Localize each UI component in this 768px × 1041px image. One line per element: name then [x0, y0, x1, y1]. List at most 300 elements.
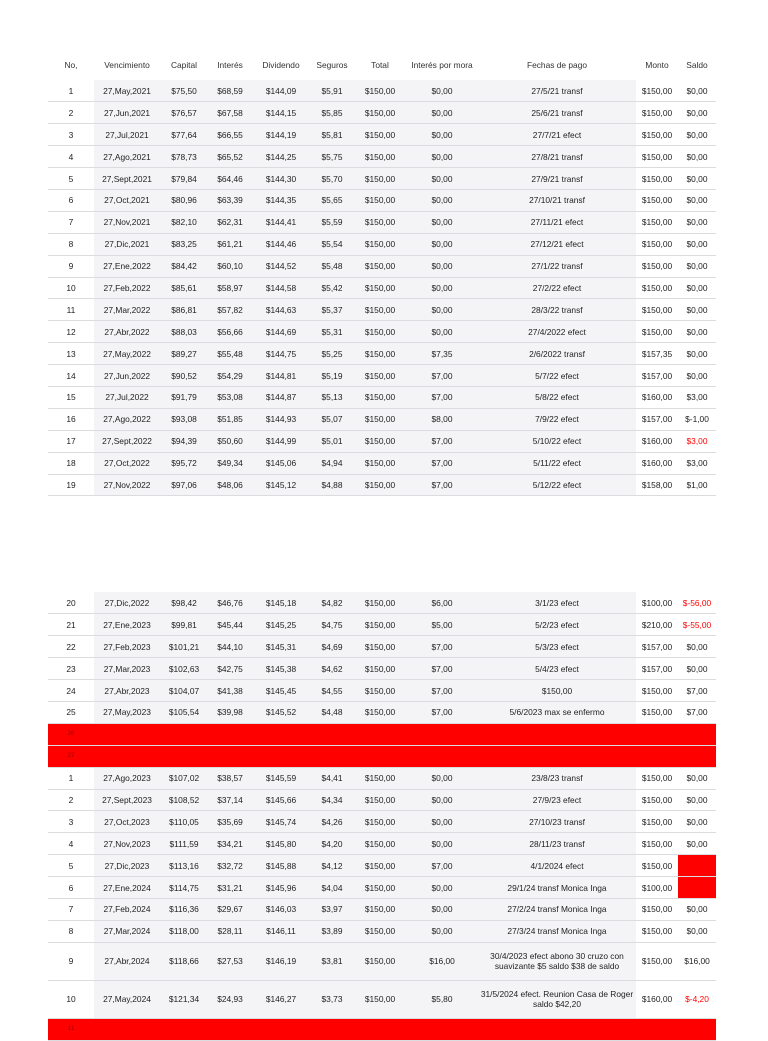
- cell-saldo: $7,00: [678, 680, 716, 702]
- cell-dividendo: $144,81: [252, 365, 310, 387]
- cell-interes: $65,52: [208, 146, 252, 168]
- cell-fechas-pago: 27/12/21 efect: [478, 233, 636, 255]
- cell-monto: $150,00: [636, 855, 678, 877]
- cell-vencimiento: [94, 745, 160, 767]
- cell-fechas-pago: 3/1/23 efect: [478, 592, 636, 614]
- cell-interes: $42,75: [208, 658, 252, 680]
- cell-seguros: $4,48: [310, 701, 354, 723]
- table-row: [48, 474, 716, 496]
- cell-no: 12: [48, 321, 94, 343]
- cell-seguros: $4,55: [310, 680, 354, 702]
- cell-interes-mora: $7,00: [406, 658, 478, 680]
- cell-saldo: $0,00: [678, 365, 716, 387]
- cell-total: $150,00: [354, 365, 406, 387]
- table-row: [48, 277, 716, 299]
- cell-vencimiento: 27,Sept,2023: [94, 789, 160, 811]
- cell-monto: $150,00: [636, 189, 678, 211]
- cell-seguros: $5,75: [310, 146, 354, 168]
- cell-seguros: $5,13: [310, 386, 354, 408]
- cell-saldo: $0,00: [678, 277, 716, 299]
- cell-seguros: $4,26: [310, 811, 354, 833]
- cell-monto: $100,00: [636, 592, 678, 614]
- cell-saldo: $0,00: [678, 321, 716, 343]
- cell-fechas-pago: 28/3/22 transf: [478, 299, 636, 321]
- cell-saldo: $3,00: [678, 452, 716, 474]
- cell-seguros: $5,48: [310, 255, 354, 277]
- header-capital: Capital: [170, 60, 198, 70]
- cell-seguros: $3,73: [310, 980, 354, 1018]
- cell-interes: $41,38: [208, 680, 252, 702]
- cell-saldo: $0,00: [678, 898, 716, 920]
- cell-saldo: $-56,00: [678, 592, 716, 614]
- cell-interes-mora: $0,00: [406, 898, 478, 920]
- cell-seguros: $4,41: [310, 767, 354, 789]
- table-row: [48, 767, 716, 789]
- cell-capital: $91,79: [160, 386, 208, 408]
- cell-dividendo: $145,31: [252, 636, 310, 658]
- table-row: [48, 701, 716, 723]
- cell-vencimiento: 27,May,2022: [94, 343, 160, 365]
- cell-total: $150,00: [354, 168, 406, 190]
- cell-saldo: [678, 877, 716, 899]
- cell-total: $150,00: [354, 124, 406, 146]
- cell-vencimiento: 27,Nov,2021: [94, 211, 160, 233]
- table-row: [48, 592, 716, 614]
- cell-interes-mora: $0,00: [406, 255, 478, 277]
- cell-dividendo: $145,18: [252, 592, 310, 614]
- cell-seguros: $5,07: [310, 408, 354, 430]
- cell-no: 6: [48, 189, 94, 211]
- cell-interes: [208, 1018, 252, 1040]
- cell-no: 26: [48, 723, 94, 745]
- cell-dividendo: $144,69: [252, 321, 310, 343]
- cell-seguros: $3,97: [310, 898, 354, 920]
- cell-no: 11: [48, 299, 94, 321]
- cell-interes: $50,60: [208, 430, 252, 452]
- header-fechas-pago: Fechas de pago: [526, 60, 588, 70]
- cell-interes-mora: $0,00: [406, 124, 478, 146]
- cell-monto: $157,00: [636, 408, 678, 430]
- cell-total: $150,00: [354, 430, 406, 452]
- cell-interes-mora: $8,00: [406, 408, 478, 430]
- table-row: [48, 386, 716, 408]
- cell-interes: $32,72: [208, 855, 252, 877]
- cell-seguros: $5,37: [310, 299, 354, 321]
- cell-fechas-pago: 5/4/23 efect: [478, 658, 636, 680]
- cell-total: $150,00: [354, 408, 406, 430]
- cell-seguros: $4,34: [310, 789, 354, 811]
- cell-dividendo: $145,25: [252, 614, 310, 636]
- table-row: [48, 168, 716, 190]
- cell-total: $150,00: [354, 767, 406, 789]
- cell-vencimiento: 27,Mar,2023: [94, 658, 160, 680]
- cell-monto: $150,00: [636, 255, 678, 277]
- cell-dividendo: $145,66: [252, 789, 310, 811]
- cell-monto: $150,00: [636, 146, 678, 168]
- cell-fechas-pago: 29/1/24 transf Monica Inga: [478, 877, 636, 899]
- table-row: [48, 680, 716, 702]
- cell-fechas-pago: 27/8/21 transf: [478, 146, 636, 168]
- cell-capital: $78,73: [160, 146, 208, 168]
- cell-seguros: $5,31: [310, 321, 354, 343]
- cell-interes-mora: $16,00: [406, 942, 478, 980]
- cell-vencimiento: 27,Oct,2022: [94, 452, 160, 474]
- cell-seguros: $5,70: [310, 168, 354, 190]
- cell-capital: $110,05: [160, 811, 208, 833]
- cell-capital: [160, 723, 208, 745]
- cell-interes: $67,58: [208, 102, 252, 124]
- cell-interes-mora: $0,00: [406, 833, 478, 855]
- cell-interes: $66,55: [208, 124, 252, 146]
- cell-interes-mora: $0,00: [406, 811, 478, 833]
- cell-no: 16: [48, 408, 94, 430]
- cell-interes-mora: [406, 723, 478, 745]
- table-row: [48, 408, 716, 430]
- cell-total: $150,00: [354, 658, 406, 680]
- cell-monto: $150,00: [636, 124, 678, 146]
- cell-dividendo: $144,87: [252, 386, 310, 408]
- cell-fechas-pago: 27/4/2022 efect: [478, 321, 636, 343]
- cell-vencimiento: 27,Feb,2024: [94, 898, 160, 920]
- cell-capital: $116,36: [160, 898, 208, 920]
- cell-interes: $27,53: [208, 942, 252, 980]
- table-row: [48, 233, 716, 255]
- cell-capital: $93,08: [160, 408, 208, 430]
- cell-vencimiento: 27,Oct,2021: [94, 189, 160, 211]
- cell-saldo: $3,00: [678, 386, 716, 408]
- header-saldo: Saldo: [686, 60, 708, 70]
- cell-interes-mora: $7,00: [406, 680, 478, 702]
- header-total: Total: [371, 60, 389, 70]
- cell-dividendo: $146,19: [252, 942, 310, 980]
- cell-fechas-pago: 27/2/24 transf Monica Inga: [478, 898, 636, 920]
- cell-vencimiento: 27,Feb,2023: [94, 636, 160, 658]
- cell-fechas-pago: 7/9/22 efect: [478, 408, 636, 430]
- cell-total: $150,00: [354, 211, 406, 233]
- cell-no: 24: [48, 680, 94, 702]
- cell-interes-mora: $0,00: [406, 233, 478, 255]
- cell-interes-mora: $7,00: [406, 474, 478, 496]
- cell-interes-mora: $0,00: [406, 321, 478, 343]
- cell-seguros: $4,94: [310, 452, 354, 474]
- cell-vencimiento: 27,Ene,2023: [94, 614, 160, 636]
- cell-interes-mora: $0,00: [406, 80, 478, 102]
- cell-saldo: $0,00: [678, 833, 716, 855]
- cell-monto: $157,00: [636, 636, 678, 658]
- cell-seguros: $5,59: [310, 211, 354, 233]
- cell-interes-mora: $7,00: [406, 386, 478, 408]
- cell-monto: $150,00: [636, 233, 678, 255]
- cell-total: $150,00: [354, 980, 406, 1018]
- cell-interes: $37,14: [208, 789, 252, 811]
- table-1-body: [48, 80, 716, 496]
- cell-fechas-pago: 5/11/22 efect: [478, 452, 636, 474]
- cell-fechas-pago: 27/7/21 efect: [478, 124, 636, 146]
- cell-saldo: $0,00: [678, 767, 716, 789]
- cell-monto: $150,00: [636, 701, 678, 723]
- cell-dividendo: $146,27: [252, 980, 310, 1018]
- cell-capital: $121,34: [160, 980, 208, 1018]
- cell-interes: $60,10: [208, 255, 252, 277]
- cell-interes: $24,93: [208, 980, 252, 1018]
- cell-saldo: $0,00: [678, 146, 716, 168]
- cell-interes: $46,76: [208, 592, 252, 614]
- cell-interes-mora: $5,80: [406, 980, 478, 1018]
- cell-fechas-pago: 5/12/22 efect: [478, 474, 636, 496]
- cell-interes: $29,67: [208, 898, 252, 920]
- cell-capital: $79,84: [160, 168, 208, 190]
- cell-saldo: $0,00: [678, 233, 716, 255]
- table-row: [48, 365, 716, 387]
- cell-vencimiento: 27,Oct,2023: [94, 811, 160, 833]
- cell-fechas-pago: $150,00: [478, 680, 636, 702]
- cell-dividendo: $145,52: [252, 701, 310, 723]
- cell-capital: $111,59: [160, 833, 208, 855]
- table-row: [48, 124, 716, 146]
- cell-monto: [636, 745, 678, 767]
- cell-no: 10: [48, 277, 94, 299]
- cell-saldo: $1,00: [678, 474, 716, 496]
- cell-seguros: $5,81: [310, 124, 354, 146]
- cell-capital: $80,96: [160, 189, 208, 211]
- cell-vencimiento: 27,Jul,2021: [94, 124, 160, 146]
- table-row: [48, 636, 716, 658]
- table-row: [48, 789, 716, 811]
- cell-interes-mora: $7,00: [406, 365, 478, 387]
- cell-fechas-pago: [478, 1018, 636, 1040]
- cell-monto: $150,00: [636, 680, 678, 702]
- cell-no: 27: [48, 745, 94, 767]
- cell-monto: $150,00: [636, 299, 678, 321]
- header-vencimiento: Vencimiento: [104, 60, 150, 70]
- cell-dividendo: $144,58: [252, 277, 310, 299]
- cell-total: $150,00: [354, 343, 406, 365]
- cell-interes: $57,82: [208, 299, 252, 321]
- cell-interes-mora: $0,00: [406, 102, 478, 124]
- cell-capital: $99,81: [160, 614, 208, 636]
- table-row: [48, 614, 716, 636]
- cell-total: [354, 1018, 406, 1040]
- cell-no: 11: [48, 1018, 94, 1040]
- cell-fechas-pago: 30/4/2023 efect abono 30 cruzo con suavizante $5 saldo $38 de saldo: [478, 942, 636, 980]
- cell-dividendo: $145,96: [252, 877, 310, 899]
- cell-fechas-pago: 27/10/21 transf: [478, 189, 636, 211]
- cell-interes: $56,66: [208, 321, 252, 343]
- cell-seguros: $3,89: [310, 920, 354, 942]
- table-row: [48, 658, 716, 680]
- cell-interes-mora: $0,00: [406, 146, 478, 168]
- cell-no: 21: [48, 614, 94, 636]
- table-row: [48, 299, 716, 321]
- cell-vencimiento: 27,Feb,2022: [94, 277, 160, 299]
- cell-total: $150,00: [354, 942, 406, 980]
- cell-vencimiento: 27,Dic,2023: [94, 855, 160, 877]
- cell-saldo: $0,00: [678, 811, 716, 833]
- cell-saldo: $0,00: [678, 299, 716, 321]
- cell-vencimiento: 27,Abr,2023: [94, 680, 160, 702]
- cell-dividendo: [252, 723, 310, 745]
- cell-saldo: $0,00: [678, 80, 716, 102]
- cell-no: 5: [48, 168, 94, 190]
- cell-interes: $68,59: [208, 80, 252, 102]
- cell-capital: $84,42: [160, 255, 208, 277]
- cell-interes-mora: $7,00: [406, 636, 478, 658]
- cell-fechas-pago: 28/11/23 transf: [478, 833, 636, 855]
- cell-total: $150,00: [354, 452, 406, 474]
- cell-vencimiento: 27,May,2024: [94, 980, 160, 1018]
- cell-total: $150,00: [354, 299, 406, 321]
- cell-dividendo: $144,35: [252, 189, 310, 211]
- cell-vencimiento: 27,Ago,2023: [94, 767, 160, 789]
- cell-capital: $90,52: [160, 365, 208, 387]
- cell-vencimiento: 27,Dic,2022: [94, 592, 160, 614]
- cell-no: 13: [48, 343, 94, 365]
- cell-saldo: $0,00: [678, 255, 716, 277]
- table-row: [48, 898, 716, 920]
- cell-capital: $101,21: [160, 636, 208, 658]
- cell-capital: $108,52: [160, 789, 208, 811]
- table-row: [48, 942, 716, 980]
- cell-vencimiento: 27,May,2023: [94, 701, 160, 723]
- cell-dividendo: $145,45: [252, 680, 310, 702]
- cell-interes-mora: $7,00: [406, 430, 478, 452]
- cell-dividendo: $145,59: [252, 767, 310, 789]
- cell-interes: $35,69: [208, 811, 252, 833]
- cell-capital: $118,66: [160, 942, 208, 980]
- cell-no: 17: [48, 430, 94, 452]
- cell-fechas-pago: [478, 723, 636, 745]
- cell-interes: $51,85: [208, 408, 252, 430]
- cell-dividendo: $145,12: [252, 474, 310, 496]
- cell-no: 25: [48, 701, 94, 723]
- cell-capital: $102,63: [160, 658, 208, 680]
- cell-fechas-pago: 27/1/22 transf: [478, 255, 636, 277]
- cell-dividendo: $144,75: [252, 343, 310, 365]
- cell-dividendo: $145,06: [252, 452, 310, 474]
- cell-monto: $160,00: [636, 430, 678, 452]
- cell-fechas-pago: 5/7/22 efect: [478, 365, 636, 387]
- cell-interes-mora: $0,00: [406, 277, 478, 299]
- cell-no: 4: [48, 146, 94, 168]
- cell-interes: $64,46: [208, 168, 252, 190]
- cell-interes-mora: $7,00: [406, 452, 478, 474]
- cell-vencimiento: 27,Ago,2021: [94, 146, 160, 168]
- cell-total: $150,00: [354, 920, 406, 942]
- cell-no: 9: [48, 942, 94, 980]
- cell-total: $150,00: [354, 386, 406, 408]
- cell-total: $150,00: [354, 592, 406, 614]
- cell-capital: $95,72: [160, 452, 208, 474]
- cell-no: 2: [48, 789, 94, 811]
- cell-interes: $63,39: [208, 189, 252, 211]
- cell-vencimiento: 27,May,2021: [94, 80, 160, 102]
- cell-interes-mora: $0,00: [406, 920, 478, 942]
- cell-interes-mora: $6,00: [406, 592, 478, 614]
- table-2-body: [48, 592, 716, 1040]
- cell-vencimiento: 27,Abr,2024: [94, 942, 160, 980]
- cell-dividendo: $146,11: [252, 920, 310, 942]
- table-row: [48, 1018, 716, 1040]
- cell-fechas-pago: 27/9/21 transf: [478, 168, 636, 190]
- cell-vencimiento: 27,Dic,2021: [94, 233, 160, 255]
- table-row: [48, 321, 716, 343]
- cell-total: $150,00: [354, 321, 406, 343]
- cell-vencimiento: 27,Ago,2022: [94, 408, 160, 430]
- cell-dividendo: $144,30: [252, 168, 310, 190]
- cell-monto: $150,00: [636, 102, 678, 124]
- cell-saldo: $3,00: [678, 430, 716, 452]
- cell-capital: $114,75: [160, 877, 208, 899]
- cell-seguros: $4,82: [310, 592, 354, 614]
- cell-no: 10: [48, 980, 94, 1018]
- payment-schedule-table-1: [48, 50, 716, 496]
- cell-monto: $150,00: [636, 833, 678, 855]
- cell-saldo: $0,00: [678, 658, 716, 680]
- cell-saldo: $-4,20: [678, 980, 716, 1018]
- cell-no: 18: [48, 452, 94, 474]
- cell-saldo: $0,00: [678, 343, 716, 365]
- cell-capital: $105,54: [160, 701, 208, 723]
- cell-dividendo: $144,19: [252, 124, 310, 146]
- cell-saldo: $-55,00: [678, 614, 716, 636]
- cell-fechas-pago: 23/8/23 transf: [478, 767, 636, 789]
- cell-interes: $62,31: [208, 211, 252, 233]
- cell-seguros: $5,85: [310, 102, 354, 124]
- table-row: [48, 80, 716, 102]
- cell-fechas-pago: 5/10/22 efect: [478, 430, 636, 452]
- cell-fechas-pago: 5/3/23 efect: [478, 636, 636, 658]
- cell-total: $150,00: [354, 789, 406, 811]
- table-row: [48, 430, 716, 452]
- cell-monto: $150,00: [636, 168, 678, 190]
- cell-fechas-pago: 27/2/22 efect: [478, 277, 636, 299]
- cell-interes: $34,21: [208, 833, 252, 855]
- payment-schedule-table-2: [48, 592, 716, 1041]
- table-row: [48, 833, 716, 855]
- cell-no: 3: [48, 124, 94, 146]
- cell-saldo: $-1,00: [678, 408, 716, 430]
- cell-interes: $48,06: [208, 474, 252, 496]
- cell-interes: $55,48: [208, 343, 252, 365]
- cell-dividendo: [252, 745, 310, 767]
- cell-monto: $150,00: [636, 898, 678, 920]
- cell-saldo: $0,00: [678, 211, 716, 233]
- cell-dividendo: $144,93: [252, 408, 310, 430]
- cell-monto: $150,00: [636, 811, 678, 833]
- cell-seguros: $5,01: [310, 430, 354, 452]
- cell-capital: $98,42: [160, 592, 208, 614]
- cell-dividendo: $144,46: [252, 233, 310, 255]
- header-seguros: Seguros: [316, 60, 348, 70]
- cell-total: $150,00: [354, 877, 406, 899]
- cell-saldo: $7,00: [678, 701, 716, 723]
- cell-fechas-pago: 5/2/23 efect: [478, 614, 636, 636]
- cell-no: 7: [48, 898, 94, 920]
- cell-no: 22: [48, 636, 94, 658]
- cell-total: $150,00: [354, 811, 406, 833]
- cell-total: $150,00: [354, 255, 406, 277]
- table-row: [48, 255, 716, 277]
- cell-dividendo: $145,74: [252, 811, 310, 833]
- cell-no: 7: [48, 211, 94, 233]
- cell-monto: $150,00: [636, 277, 678, 299]
- table-row: [48, 189, 716, 211]
- cell-monto: $157,00: [636, 658, 678, 680]
- cell-saldo: [678, 745, 716, 767]
- cell-interes: $39,98: [208, 701, 252, 723]
- cell-no: 1: [48, 767, 94, 789]
- cell-seguros: $5,19: [310, 365, 354, 387]
